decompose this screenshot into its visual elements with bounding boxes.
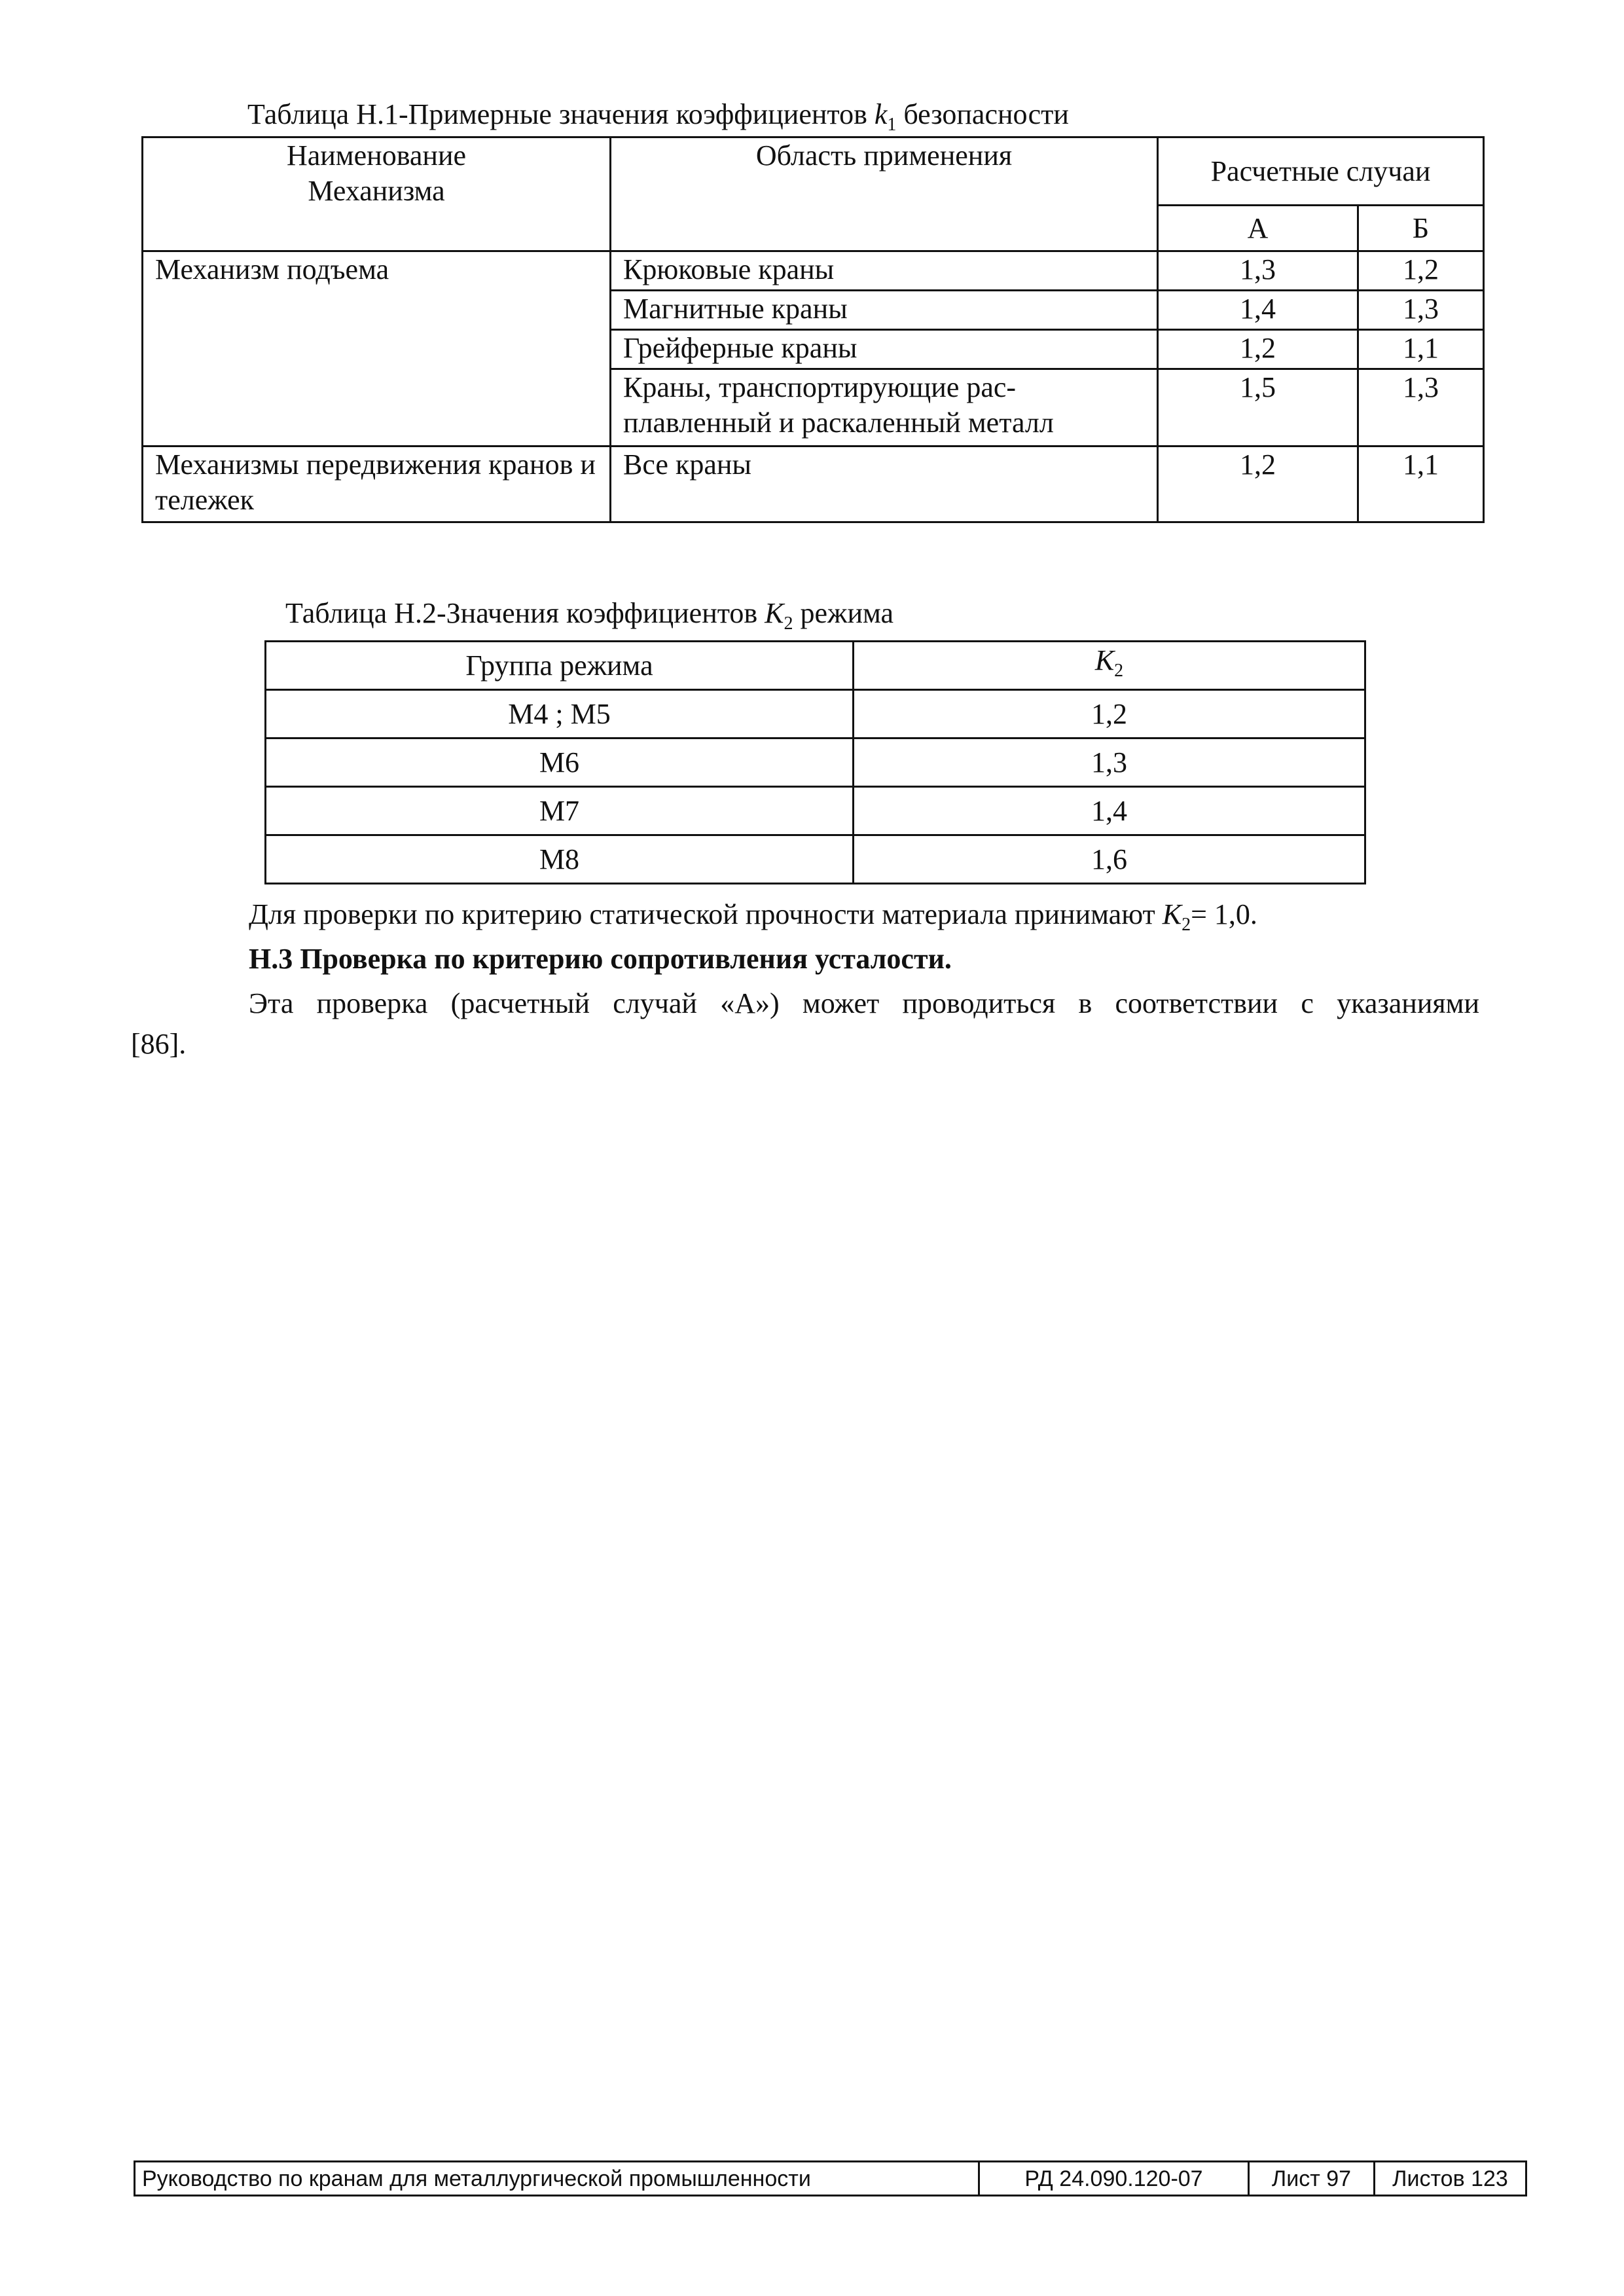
table-row [266, 690, 1365, 738]
case-b-cell: 1,1 [1358, 330, 1484, 369]
table1-caption: Таблица Н.1-Примерные значения коэффициентов $k_1$ безопасности [247, 98, 1069, 135]
table-row [266, 738, 1365, 787]
area-cell: Все краны [611, 446, 1158, 522]
mechanism-cell: Механизм подъема [143, 251, 611, 446]
case-b-cell: 1,3 [1358, 369, 1484, 446]
table2-header-k: $K_2$ [854, 642, 1365, 690]
table1-header-cases: Расчетные случаи [1158, 137, 1484, 206]
table1-header-mechanism: Наименование Механизма [143, 137, 611, 251]
table2-header-group: Группа режима [266, 642, 854, 690]
case-a-cell: 1,3 [1158, 251, 1358, 291]
table-row [266, 787, 1365, 835]
footer-sheet: Лист 97 [1249, 2162, 1375, 2196]
k2-cell: 1,4 [854, 787, 1365, 835]
static-strength-paragraph: Для проверки по критерию статической прочности материала принимают $K_2= 1,0$. [249, 898, 1257, 935]
document-footer [134, 2160, 1527, 2196]
table2-caption: Таблица Н.2-Значения коэффициентов $K_2$ режима [285, 597, 894, 634]
case-a-cell: 1,5 [1158, 369, 1358, 446]
table1-header-case-b: Б [1358, 206, 1484, 251]
fatigue-paragraph-line2: [86]. [131, 1028, 187, 1060]
area-cell: Крюковые краны [611, 251, 1158, 291]
table-row [143, 446, 1484, 522]
case-a-cell: 1,4 [1158, 291, 1358, 330]
area-cell: Грейферные краны [611, 330, 1158, 369]
area-cell: Магнитные краны [611, 291, 1158, 330]
mode-coefficients-table [264, 640, 1366, 884]
mode-group-cell: М8 [266, 835, 854, 884]
k2-cell: 1,3 [854, 738, 1365, 787]
mode-group-cell: М6 [266, 738, 854, 787]
mode-group-cell: М4 ; М5 [266, 690, 854, 738]
fatigue-paragraph-line1: Эта проверка (расчетный случай «А») может проводиться в соответствии с указаниями [249, 987, 1479, 1019]
footer-doc-code: РД 24.090.120-07 [979, 2162, 1249, 2196]
footer-sheets-total: Листов 123 [1375, 2162, 1526, 2196]
case-a-cell: 1,2 [1158, 446, 1358, 522]
table-row [266, 835, 1365, 884]
table1-header-area: Область применения [611, 137, 1158, 251]
k2-cell: 1,6 [854, 835, 1365, 884]
case-b-cell: 1,1 [1358, 446, 1484, 522]
safety-coefficients-table [141, 136, 1485, 523]
area-cell: Краны, транспортирующие рас-плавленный и раскаленный металл [611, 369, 1158, 446]
case-b-cell: 1,2 [1358, 251, 1484, 291]
footer-title: Руководство по кранам для металлургической промышленности [135, 2162, 979, 2196]
section-heading: Н.3 Проверка по критерию сопротивления усталости. [249, 943, 952, 975]
case-b-cell: 1,3 [1358, 291, 1484, 330]
k2-cell: 1,2 [854, 690, 1365, 738]
table-row [143, 251, 1484, 291]
mode-group-cell: М7 [266, 787, 854, 835]
table1-header-case-a: А [1158, 206, 1358, 251]
case-a-cell: 1,2 [1158, 330, 1358, 369]
mechanism-cell: Механизмы передвижения кранов и тележек [143, 446, 611, 522]
